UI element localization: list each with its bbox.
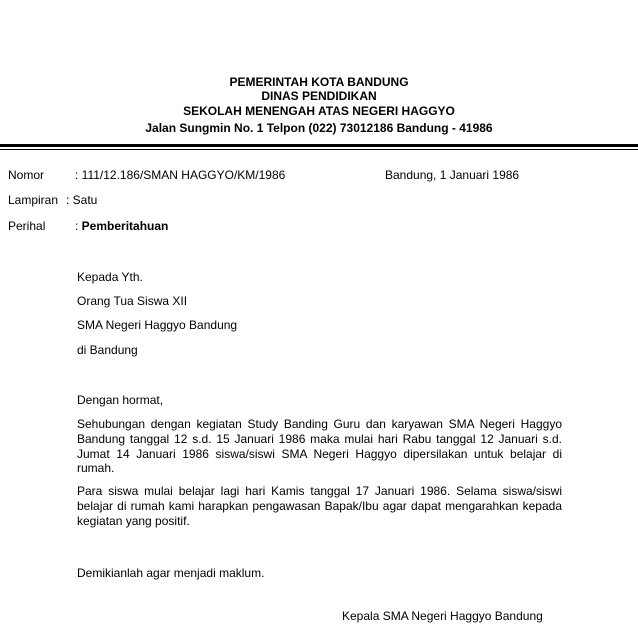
letterhead-address: Jalan Sungmin No. 1 Telpon (022) 73012186 Bandung - 41986 bbox=[145, 121, 493, 135]
nomor-label: Nomor bbox=[8, 168, 45, 182]
perihal-value: Pemberitahuan bbox=[81, 219, 169, 233]
lampiran-value: : Satu bbox=[66, 193, 98, 207]
closing-statement: Demikianlah agar menjadi maklum. bbox=[77, 566, 265, 580]
signature-title: Kepala SMA Negeri Haggyo Bandung bbox=[342, 609, 543, 623]
perihal-line bbox=[75, 219, 168, 233]
letterhead-line-2: DINAS PENDIDIKAN bbox=[261, 89, 377, 103]
body-paragraph-2: Para siswa mulai belajar lagi hari Kamis tanggal 17 Januari 1986. Selama siswa/siswi belajar di rumah kami harapkan pengawasan Bapak/Ibu agar dapat mengarahkan kepada kegiatan yang positif. bbox=[77, 484, 562, 528]
lampiran-label: Lampiran bbox=[8, 193, 59, 207]
recipient-line-1: Kepada Yth. bbox=[77, 270, 143, 284]
recipient-line-4: di Bandung bbox=[77, 343, 138, 357]
recipient-line-3: SMA Negeri Haggyo Bandung bbox=[77, 318, 238, 332]
letter-date: Bandung, 1 Januari 1986 bbox=[385, 168, 520, 182]
letterhead-line-1: PEMERINTAH KOTA BANDUNG bbox=[229, 75, 409, 89]
nomor-value: : 111/12.186/SMAN HAGGYO/KM/1986 bbox=[75, 168, 286, 182]
letterhead-divider-thick bbox=[0, 144, 638, 147]
letterhead-line-3: SEKOLAH MENENGAH ATAS NEGERI HAGGYO bbox=[183, 104, 455, 118]
greeting: Dengan hormat, bbox=[77, 393, 164, 407]
body-paragraph-1: Sehubungan dengan kegiatan Study Banding Guru dan karyawan SMA Negeri Haggyo Bandung tanggal 12 s.d. 15 Januari 1986 maka mulai hari Rabu tanggal 12 Januari s.d. Jumat 14 Januari 1986 siswa/siswi SMA Negeri Haggyo dipersilakan untuk belajar di rumah. bbox=[77, 417, 562, 476]
perihal-label: Perihal bbox=[8, 219, 46, 233]
recipient-line-2: Orang Tua Siswa XII bbox=[77, 294, 188, 308]
letterhead-divider-thin bbox=[0, 149, 638, 150]
perihal-colon: : bbox=[75, 219, 82, 233]
